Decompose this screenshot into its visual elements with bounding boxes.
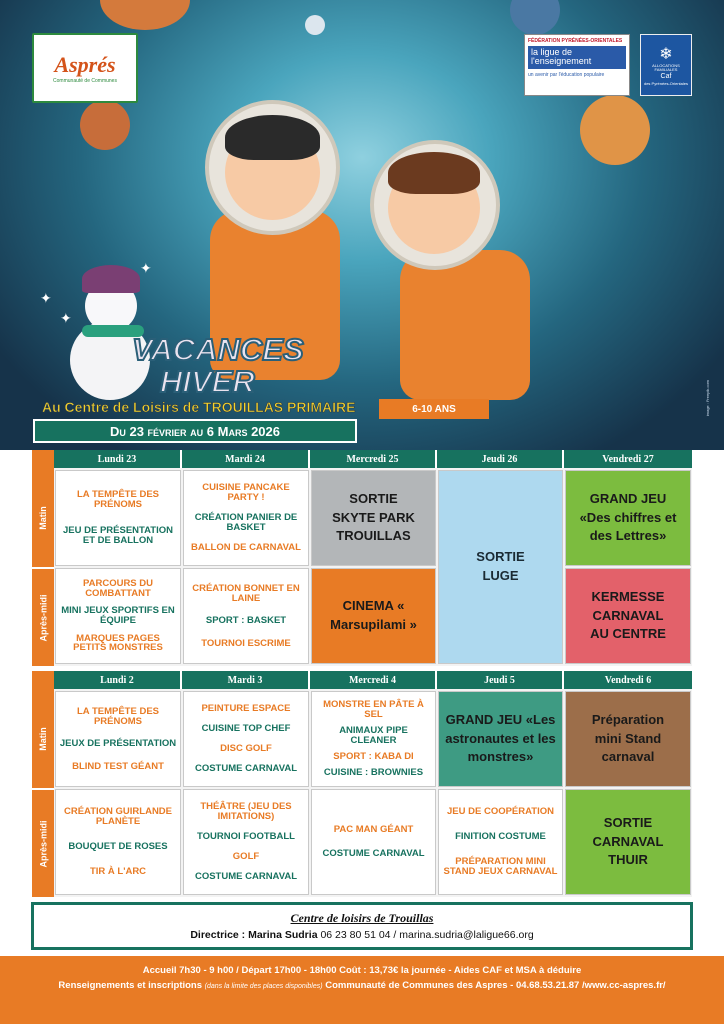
activity: SORTIE LUGE (476, 549, 525, 583)
activity: LA TEMPÊTE DES PRÉNOMS (77, 705, 159, 727)
footer-registration-label: Renseignements et inscriptions (58, 980, 203, 991)
activity-cell (565, 789, 691, 895)
directrice-label: Directrice : (190, 929, 246, 941)
ligue-logo-main: la ligue de l'enseignement (528, 46, 626, 69)
aspres-logo-sub: Communauté de Communes (53, 78, 117, 84)
activity: CRÉATION PANIER DE BASKET (194, 512, 298, 533)
directrice-name: Marina Sudria (248, 929, 318, 941)
week1-schedule (32, 450, 692, 666)
activity-cell (55, 789, 181, 895)
activity: THÉÂTRE (JEU DES IMITATIONS) (200, 801, 292, 822)
day-header: Jeudi 5 (437, 671, 564, 689)
morning-label (32, 689, 54, 788)
activity: CUISINE PANCAKE PARTY ! (202, 482, 290, 503)
activity-cell (311, 691, 436, 787)
activity-cell (565, 470, 691, 566)
sparkle-icon: ✦ (60, 310, 72, 326)
activity-cell (565, 691, 691, 787)
activity-cell (438, 691, 563, 787)
day-header: Lundi 2 (54, 671, 182, 689)
contact-details: 06 23 80 51 04 / marina.sudria@laligue66.org (320, 929, 534, 941)
activity: JEU DE PRÉSENTATION ET DE BALLON (63, 525, 173, 547)
astronaut-body (400, 250, 530, 400)
directrice-line (190, 929, 533, 941)
activity: BALLON DE CARNAVAL (191, 541, 301, 553)
activity-cell (311, 789, 436, 895)
day-header: Mardi 24 (182, 450, 310, 468)
activity-cell (55, 568, 181, 664)
contact-inner (34, 905, 690, 947)
apres-midi-text: Après-midi (38, 819, 49, 868)
day-header: Mercredi 4 (310, 671, 437, 689)
apres-midi-text: Après-midi (38, 593, 49, 642)
activity: PAC MAN GÉANT (333, 824, 414, 836)
activity: CUISINE TOP CHEF (201, 723, 291, 734)
snowman-hat (82, 265, 140, 293)
day-header: Vendredi 6 (564, 671, 692, 689)
activity-cell (565, 568, 691, 664)
activity: KERMESSE CARNAVAL AU CENTRE (590, 588, 666, 642)
footer-info (0, 956, 724, 1024)
activity: DISC GOLF (220, 742, 272, 754)
planet-decoration (510, 0, 560, 35)
activity-cell (438, 789, 563, 895)
activity: ANIMAUX PIPE CLEANER (339, 725, 408, 746)
activity-cell (311, 568, 436, 664)
corner-block (32, 450, 54, 468)
activity: CUISINE : BROWNIES (323, 766, 424, 778)
activity: GRAND JEU «Les astronautes et les monstres» (445, 711, 556, 765)
activity: PRÉPARATION MINI STAND JEUX CARNAVAL (443, 856, 558, 877)
activity-cell (183, 789, 309, 895)
activity-cell (55, 470, 181, 566)
activity: BLIND TEST GÉANT (72, 760, 164, 772)
activity: MINI JEUX SPORTIFS EN ÉQUIPE (61, 605, 175, 626)
day-header: Mercredi 25 (310, 450, 437, 468)
activity: MONSTRE EN PÂTE À SEL (323, 699, 424, 720)
footer-registration-contact: Communauté de Communes des Aspres - 04.68.53.21.87 /www.cc-aspres.fr/ (325, 980, 666, 991)
caf-logo-line2: Caf (660, 73, 672, 81)
activity: PEINTURE ESPACE (201, 703, 291, 715)
caf-logo-line1: ALLOCATIONS FAMILIALES (652, 62, 680, 73)
subtitle-centre: Au Centre de Loisirs de TROUILLAS PRIMAIRE (42, 399, 356, 415)
caf-logo (640, 34, 692, 96)
activity: JEU DE COOPÉRATION (447, 806, 554, 818)
astronaut-hair (225, 115, 320, 160)
planet-decoration (80, 100, 130, 150)
title-hiver: HIVER (160, 364, 255, 399)
afternoon-label (32, 567, 54, 666)
activity: MARQUES PAGES PETITS MONSTRES (73, 632, 163, 654)
activity-cell (438, 470, 563, 664)
ligue-logo-tagline: un avenir par l'éducation populaire (528, 71, 605, 78)
image-credit: image : Freepik.com (705, 380, 710, 417)
activity: LA TEMPÊTE DES PRÉNOMS (77, 488, 159, 510)
activity: FINITION COSTUME (455, 831, 546, 843)
activity: TIR À L'ARC (89, 866, 147, 877)
footer-hours-cost: Accueil 7h30 - 9 h00 / Départ 17h00 - 18h00 Coût : 13,73€ la journée - Aides CAF et MSA à déduire (142, 965, 582, 976)
date-range-banner: Du 23 février au 6 Mars 2026 (33, 419, 357, 443)
activity: SPORT : KABA DI (333, 750, 414, 762)
activity: SORTIE CARNAVAL THUIR (592, 814, 664, 868)
activity: CINEMA « Marsupilami » (330, 598, 417, 632)
sparkle-icon: ✦ (40, 290, 52, 306)
matin-text: Matin (38, 726, 48, 751)
ligue-logo (524, 34, 630, 96)
activity: SPORT : BASKET (205, 615, 287, 626)
day-header: Mardi 3 (182, 671, 310, 689)
activity: Préparation mini Stand carnaval (591, 711, 665, 765)
footer-registration (58, 980, 665, 991)
astronaut-hair (388, 152, 480, 194)
week2-schedule (32, 671, 692, 897)
activity-cell (311, 470, 436, 566)
centre-name: Centre de loisirs de Trouillas (290, 911, 434, 925)
activity: COSTUME CARNAVAL (194, 871, 298, 882)
activity: GRAND JEU «Des chiffres et des Lettres» (579, 490, 677, 544)
activity-cell (55, 691, 181, 787)
activity: CRÉATION BONNET EN LAINE (192, 582, 300, 604)
caf-logo-line3: des Pyrénées-Orientales (643, 80, 689, 86)
day-header: Lundi 23 (54, 450, 182, 468)
corner-block (32, 671, 54, 689)
caf-icon: ❄ (659, 45, 673, 63)
matin-text: Matin (38, 505, 48, 530)
activity-cell (183, 470, 309, 566)
ligue-logo-top: FÉDÉRATION PYRÉNÉES-ORIENTALES (528, 38, 623, 44)
activity: TOURNOI ESCRIME (201, 637, 291, 649)
planet-decoration (580, 95, 650, 165)
morning-label (32, 468, 54, 567)
afternoon-label (32, 788, 54, 897)
activity: CRÉATION GUIRLANDE PLANÈTE (63, 806, 173, 827)
activity-cell (183, 691, 309, 787)
aspres-logo (32, 33, 138, 103)
footer-registration-note: (dans la limite des places disponibles) (204, 983, 323, 990)
day-header: Vendredi 27 (564, 450, 692, 468)
sparkle-icon: ✦ (140, 260, 152, 276)
activity: TOURNOI FOOTBALL (197, 831, 295, 842)
planet-decoration (305, 15, 325, 35)
activity: COSTUME CARNAVAL (194, 762, 298, 774)
age-badge: 6-10 ANS (379, 399, 489, 419)
activity: COSTUME CARNAVAL (322, 848, 425, 859)
contact-box (31, 902, 693, 950)
planet-decoration (100, 0, 190, 30)
aspres-logo-mark: Asprés (54, 52, 116, 77)
activity: SORTIE SKYTE PARK TROUILLAS (332, 490, 415, 544)
title-vacances: VACANCES (132, 332, 304, 367)
activity-cell (183, 568, 309, 664)
activity: BOUQUET DE ROSES (68, 841, 168, 852)
activity: PARCOURS DU COMBATTANT (82, 577, 154, 599)
day-header: Jeudi 26 (437, 450, 564, 468)
activity: GOLF (232, 851, 260, 862)
activity: JEUX DE PRÉSENTATION (59, 738, 177, 749)
